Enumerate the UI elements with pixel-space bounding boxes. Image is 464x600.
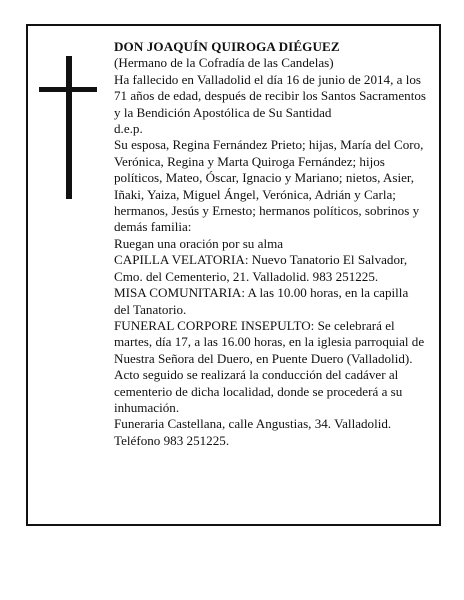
family-list: Su esposa, Regina Fernández Prieto; hijas, María del Coro, Verónica, Regina y Marta Quiroga Fernández; hijos políticos, Mateo, Óscar, Ignacio y Mariano; nietos, Asier, Iñaki, Yaiza, Miguel Ángel, Verónica, Adrián y Carla; hermanos, Jesús y Ernesto; hermanos políticos, sobrinos y demás familia: xyxy=(114,137,424,235)
cross-horizontal-bar xyxy=(39,87,97,92)
obituary-text xyxy=(114,39,426,449)
chapel-details: CAPILLA VELATORIA: Nuevo Tanatorio El Salvador, Cmo. del Cementerio, 21. Valladolid. 983 251225. xyxy=(114,252,408,284)
cross-vertical-bar xyxy=(66,56,72,199)
prayer-request: Ruegan una oración por su alma xyxy=(114,235,284,251)
brotherhood-note: (Hermano de la Cofradía de las Candelas) xyxy=(114,55,334,71)
mass-details: MISA COMUNITARIA: A las 10.00 horas, en la capilla del Tanatorio. xyxy=(114,285,409,317)
deceased-name: DON JOAQUÍN QUIROGA DIÉGUEZ xyxy=(114,39,340,54)
funeral-home-details: Funeraria Castellana, calle Angustias, 34. Valladolid. Teléfono 983 251225. xyxy=(114,416,392,448)
funeral-details: FUNERAL CORPORE INSEPULTO: Se celebrará el martes, día 17, a las 16.00 horas, en la iglesia parroquial de Nuestra Señora del Duero, en Puente Duero (Valladolid). Acto seguido se realizará la conducción del cadáver al cementerio de dicha localidad, donde se procederá a su inhumación. xyxy=(114,317,425,415)
death-announcement: Ha fallecido en Valladolid el día 16 de junio de 2014, a los 71 años de edad, después de recibir los Santos Sacramentos y la Bendición Apostólica de Su Santidad xyxy=(114,71,426,120)
rest-in-peace: d.e.p. xyxy=(114,121,143,137)
obituary-notice xyxy=(26,24,441,526)
